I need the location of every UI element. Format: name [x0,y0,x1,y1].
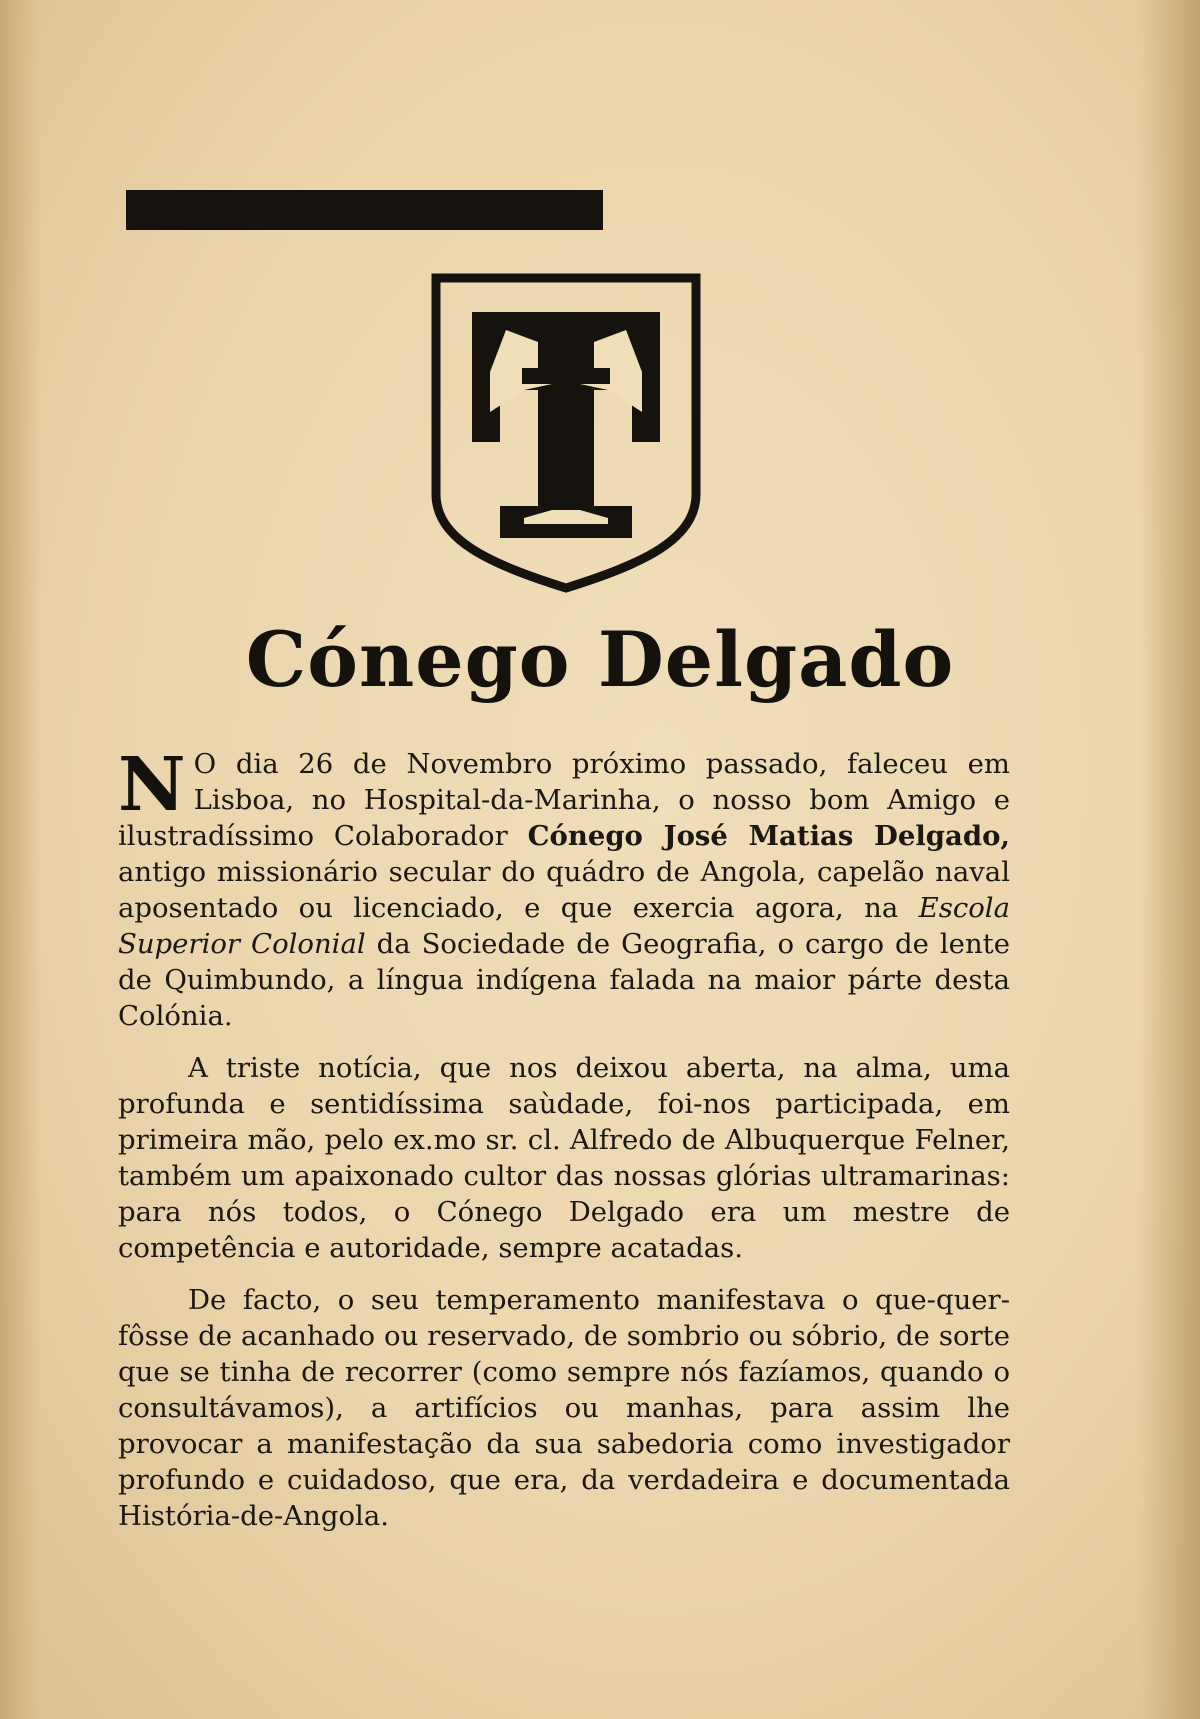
cross-of-christ-shield-icon [428,272,704,596]
paragraph-3: De facto, o seu temperamento manifestava o que-quer-fôsse de acanhado ou reservado, de sombrio ou sóbrio, de sorte que se tinha de recorrer (como sempre nós fazíamos, quando o consultávamos), a artifícios ou manhas, para assim lhe provocar a manifestação da sua sabedoria como investigador profundo e cuidadoso, que era, da verdadeira e documentada História-de-Angola. [118,1284,1010,1532]
drop-cap: N [118,742,186,828]
paragraph-1 [118,742,1010,1034]
page-edge-shadow-right [1140,0,1200,1719]
mourning-bar [126,190,603,230]
school-name: Escola Superior Colonial [118,892,1010,960]
article-body [118,742,1010,1534]
paragraph-1-text-a: O dia 26 de Novembro próximo passado, faleceu em Lisboa, no Hospital-da-Marinha, o nosso bom Amigo e ilustradíssimo Colaborador [118,748,1010,852]
deceased-name: Cónego José Matias Delgado, [527,820,1010,852]
page-edge-shadow-left [0,0,40,1719]
page-title: Cónego Delgado [245,615,955,704]
paragraph-2: A triste notícia, que nos deixou aberta, na alma, uma profunda e sentidíssima saùdade, foi-nos participada, em primeira mão, pelo ex.mo sr. cl. Alfredo de Albuquerque Felner, também um apaixonado cultor das nossas glórias ultramarinas: para nós todos, o Cónego Delgado era um mestre de competência e autoridade, sempre acatadas. [118,1052,1010,1264]
paragraph-1-text-b: antigo missionário secular do quádro de Angola, capelão naval aposentado ou licenciado, e que exercia agora, na [118,856,1010,924]
paragraph-1-text-c: da Sociedade de Geografia, o cargo de lente de Quimbundo, a língua indígena falada na maior párte desta Colónia. [118,928,1010,1032]
